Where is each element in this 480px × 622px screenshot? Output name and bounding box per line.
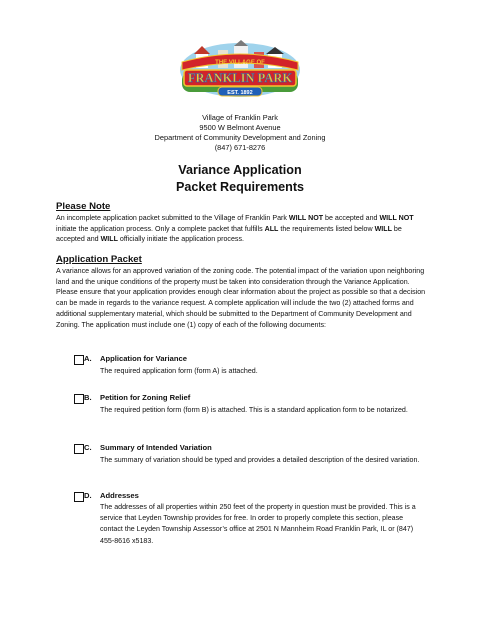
checkbox[interactable] [74, 394, 84, 404]
note-text: the requirements listed below [278, 224, 375, 233]
emphasis-text: ALL [264, 224, 279, 233]
logo-line2: FRANKLIN PARK [187, 71, 293, 85]
note-text: be accepted and [56, 224, 402, 244]
item-title: Petition for Zoning Relief [100, 393, 191, 402]
note-text: be accepted and [323, 214, 380, 222]
emphasis-text: WILL [100, 235, 118, 244]
item-letter: C. [84, 443, 92, 452]
emphasis-text: WILL [374, 224, 392, 233]
application-packet-heading: Application Packet [56, 254, 142, 265]
address-line-phone: (847) 671-8276 [214, 143, 266, 152]
application-packet-text: A variance allows for an approved variation of the zoning code. The potential impact of the variation upon neighboring land and the unique conditions of the property must be taken into consideration through the Variance Application. Please ensure that your application provides enough clear information about the project as possible so that a decision can be made in regards to the variance request. A complete application will include the two (2) attached forms and additional supplementary material, which should be submitted to the Department of Community Development and Zoning. The application must include one (1) copy of each of the following documents: [56, 267, 426, 329]
item-title: Addresses [100, 491, 139, 500]
logo-established: EST. 1892 [227, 90, 253, 96]
note-text: An incomplete application packet submitted to the Village of Franklin Park [56, 214, 289, 222]
item-title: Application for Variance [100, 354, 187, 363]
logo-line1: THE VILLAGE OF [215, 60, 265, 66]
please-note-heading: Please Note [56, 201, 111, 212]
address-line-name: Village of Franklin Park [202, 113, 278, 122]
item-description: The required petition form (form B) is attached. This is a standard application form to be notarized. [100, 406, 408, 414]
address-line-department: Department of Community Development and Zoning [154, 133, 326, 142]
note-text: officially initiate the application process. [117, 235, 244, 244]
checkbox[interactable] [74, 355, 84, 365]
checkbox[interactable] [74, 492, 84, 502]
item-letter: A. [84, 354, 92, 363]
item-description: The required application form (form A) is attached. [100, 367, 258, 375]
emphasis-text: WILL NOT [379, 214, 414, 222]
emphasis-text: WILL NOT [288, 214, 324, 222]
item-description: The addresses of all properties within 250 feet of the property in question must be provided. This is a service that Leyden Township provides for free. In order to properly complete this section, please contact the Leyden Township Assessor’s office at 2501 N Mannheim Road Franklin Park, IL or (847) 455-8616 x5183. [100, 503, 416, 545]
document-subtitle: Packet Requirements [175, 180, 305, 194]
document-title: Variance Application [178, 163, 302, 177]
address-line-street: 9500 W Belmont Avenue [199, 123, 281, 132]
checkbox[interactable] [74, 444, 84, 454]
item-letter: D. [84, 491, 92, 500]
item-title: Summary of Intended Variation [100, 443, 212, 452]
note-text: initiate the application process. Only a complete packet that fulfills [56, 224, 265, 233]
village-logo [178, 40, 302, 102]
item-description: The summary of variation should be typed and provides a detailed description of the desired variation. [100, 456, 420, 464]
item-letter: B. [84, 393, 92, 402]
please-note-text [56, 213, 426, 245]
